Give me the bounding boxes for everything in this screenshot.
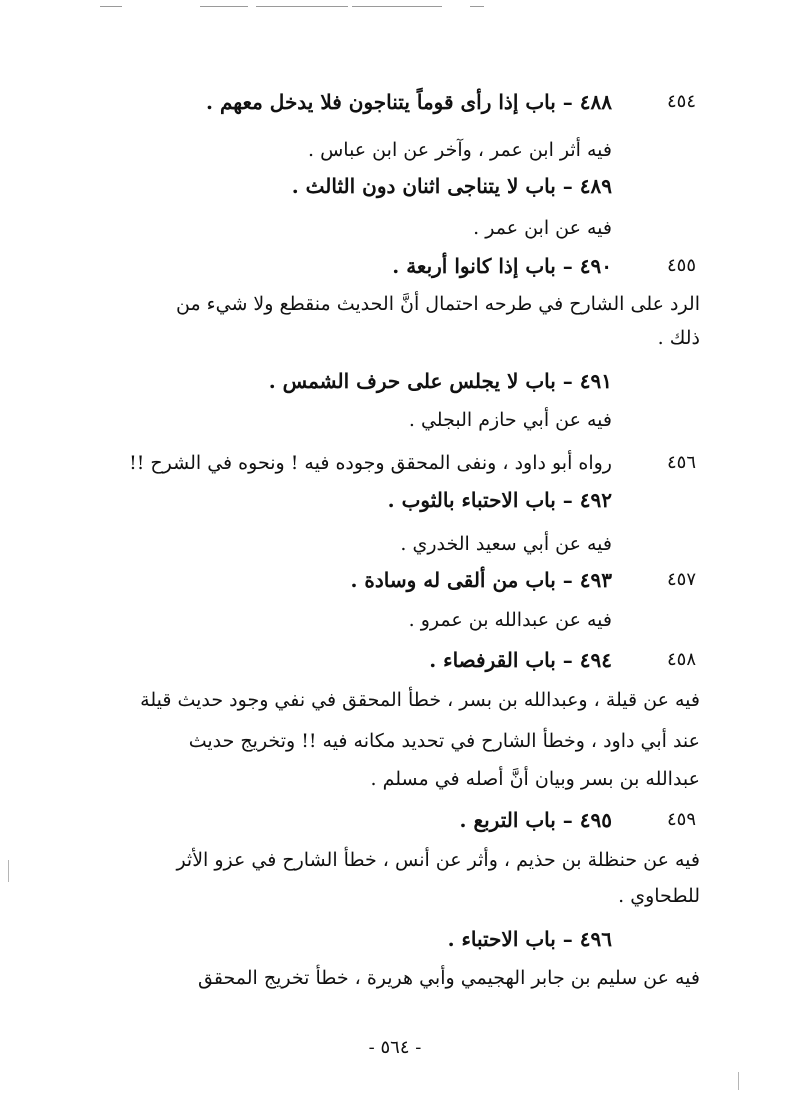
body-text: الرد على الشارح في طرحه احتمال أنَّ الحديث منقطع ولا شيء من (176, 293, 700, 315)
scan-mark (8, 860, 9, 882)
chapter-heading: ٤٨٩ – باب لا يتناجى اثنان دون الثالث . (291, 174, 612, 198)
body-text: عند أبي داود ، وخطأ الشارح في تحديد مكانه فيه !! وتخريج حديث (188, 730, 700, 752)
scan-edge-rule (100, 6, 122, 7)
body-text: فيه عن حنظلة بن حذيم ، وأثر عن أنس ، خطأ الشارح في عزو الأثر (176, 849, 700, 871)
body-text: فيه عن عبدالله بن عمرو . (408, 609, 612, 631)
body-text: للطحاوي . (618, 885, 700, 907)
body-text: فيه عن أبي حازم البجلي . (408, 409, 612, 431)
page-reference: ٤٥٤ (666, 91, 696, 112)
body-text: فيه عن قيلة ، وعبدالله بن بسر ، خطأ المحقق في نفي وجود حديث قيلة (140, 689, 700, 711)
page-reference: ٤٥٩ (666, 809, 696, 830)
scan-edge-rule (256, 6, 348, 7)
body-text: فيه عن أبي سعيد الخدري . (400, 533, 612, 555)
page-reference: ٤٥٦ (666, 452, 696, 473)
chapter-heading: ٤٩١ – باب لا يجلس على حرف الشمس . (268, 369, 612, 393)
body-text: عبدالله بن بسر وبيان أنَّ أصله في مسلم . (370, 768, 700, 790)
chapter-heading: ٤٩٣ – باب من ألقى له وسادة . (350, 568, 612, 592)
page-number: - ٥٦٤ - (368, 1037, 422, 1058)
body-text: فيه عن سليم بن جابر الهجيمي وأبي هريرة ، خطأ تخريج المحقق (198, 967, 700, 989)
chapter-heading: ٤٩٤ – باب القرفصاء . (429, 648, 612, 672)
page-reference: ٤٥٧ (666, 569, 696, 590)
page-reference: ٤٥٥ (666, 255, 696, 276)
chapter-heading: ٤٩٦ – باب الاحتباء . (447, 927, 612, 951)
chapter-heading: ٤٩٥ – باب التربع . (459, 808, 612, 832)
body-text: فيه أثر ابن عمر ، وآخر عن ابن عباس . (308, 139, 612, 161)
scan-edge-rule (200, 6, 248, 7)
chapter-heading: ٤٩٠ – باب إذا كانوا أربعة . (392, 254, 612, 278)
page-reference: ٤٥٨ (666, 649, 696, 670)
scan-edge-rule (470, 6, 484, 7)
scan-mark (738, 1072, 739, 1090)
scan-edge-rule (352, 6, 442, 7)
body-text: رواه أبو داود ، ونفى المحقق وجوده فيه ! ونحوه في الشرح !! (129, 452, 612, 474)
chapter-heading: ٤٨٨ – باب إذا رأى قوماً يتناجون فلا يدخل معهم . (206, 90, 612, 114)
chapter-heading: ٤٩٢ – باب الاحتباء بالثوب . (387, 488, 612, 512)
body-text: ذلك . (657, 327, 700, 349)
body-text: فيه عن ابن عمر . (473, 217, 612, 239)
